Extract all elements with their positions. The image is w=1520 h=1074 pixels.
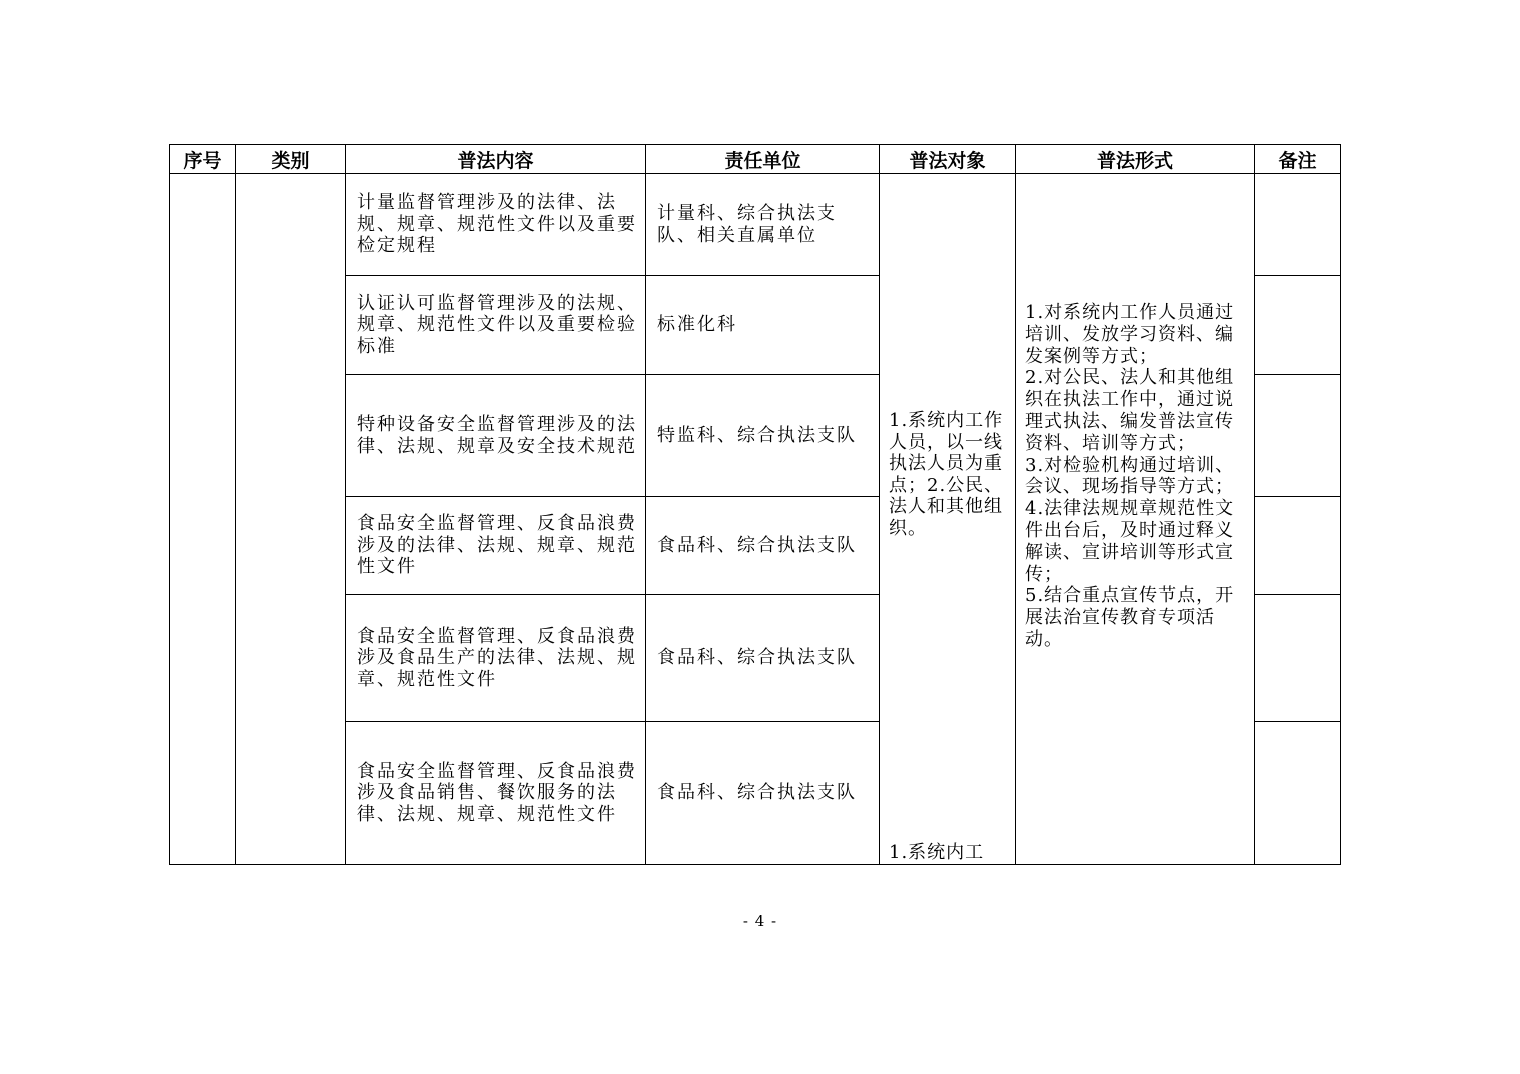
- unit-cell: 食品科、综合执法支队: [646, 722, 880, 865]
- header-content: 普法内容: [346, 145, 646, 174]
- page-number: - 4 -: [742, 912, 778, 930]
- remark-cell: [1255, 722, 1341, 865]
- form-item: 5.结合重点宣传节点，开展法治宣传教育专项活动。: [1025, 585, 1235, 650]
- content-cell: 食品安全监督管理、反食品浪费涉及食品生产的法律、法规、规章、规范性文件: [346, 595, 646, 722]
- form-cell: [1016, 174, 1255, 865]
- remark-cell: [1255, 174, 1341, 276]
- unit-cell: 食品科、综合执法支队: [646, 497, 880, 595]
- form-item: 2.对公民、法人和其他组织在执法工作中，通过说理式执法、编发普法宣传资料、培训等方式；: [1025, 367, 1235, 454]
- remark-cell: [1255, 375, 1341, 497]
- content-cell: 特种设备安全监督管理涉及的法律、法规、规章及安全技术规范: [346, 375, 646, 497]
- unit-cell: 计量科、综合执法支队、相关直属单位: [646, 174, 880, 276]
- content-cell: 食品安全监督管理、反食品浪费涉及食品销售、餐饮服务的法律、法规、规章、规范性文件: [346, 722, 646, 865]
- index-cell: [170, 174, 236, 865]
- policy-table: [169, 144, 1341, 865]
- header-row: [170, 145, 1341, 174]
- form-item: 3.对检验机构通过培训、会议、现场指导等方式；: [1025, 454, 1235, 498]
- target-cell: [880, 174, 1016, 865]
- remark-cell: [1255, 276, 1341, 375]
- form-item: 1.对系统内工作人员通过培训、发放学习资料、编发案例等方式；: [1025, 302, 1235, 367]
- target-continued-text: 1.系统内工: [889, 841, 985, 863]
- target-text: 1.系统内工作人员，以一线执法人员为重点；2.公民、法人和其他组织。: [889, 410, 1004, 539]
- table-row: [170, 174, 1341, 276]
- header-form: 普法形式: [1016, 145, 1255, 174]
- category-cell: [236, 174, 346, 865]
- unit-cell: 标准化科: [646, 276, 880, 375]
- header-category: 类别: [236, 145, 346, 174]
- content-cell: 食品安全监督管理、反食品浪费涉及的法律、法规、规章、规范性文件: [346, 497, 646, 595]
- header-unit: 责任单位: [646, 145, 880, 174]
- remark-cell: [1255, 497, 1341, 595]
- unit-cell: 特监科、综合执法支队: [646, 375, 880, 497]
- content-cell: 认证认可监督管理涉及的法规、规章、规范性文件以及重要检验标准: [346, 276, 646, 375]
- form-list: [1025, 302, 1252, 651]
- unit-cell: 食品科、综合执法支队: [646, 595, 880, 722]
- header-target: 普法对象: [880, 145, 1016, 174]
- content-cell: 计量监督管理涉及的法律、法规、规章、规范性文件以及重要检定规程: [346, 174, 646, 276]
- remark-cell: [1255, 595, 1341, 722]
- header-index: 序号: [170, 145, 236, 174]
- form-item: 4.法律法规规章规范性文件出台后，及时通过释义解读、宣讲培训等形式宣传；: [1025, 498, 1235, 585]
- header-remark: 备注: [1255, 145, 1341, 174]
